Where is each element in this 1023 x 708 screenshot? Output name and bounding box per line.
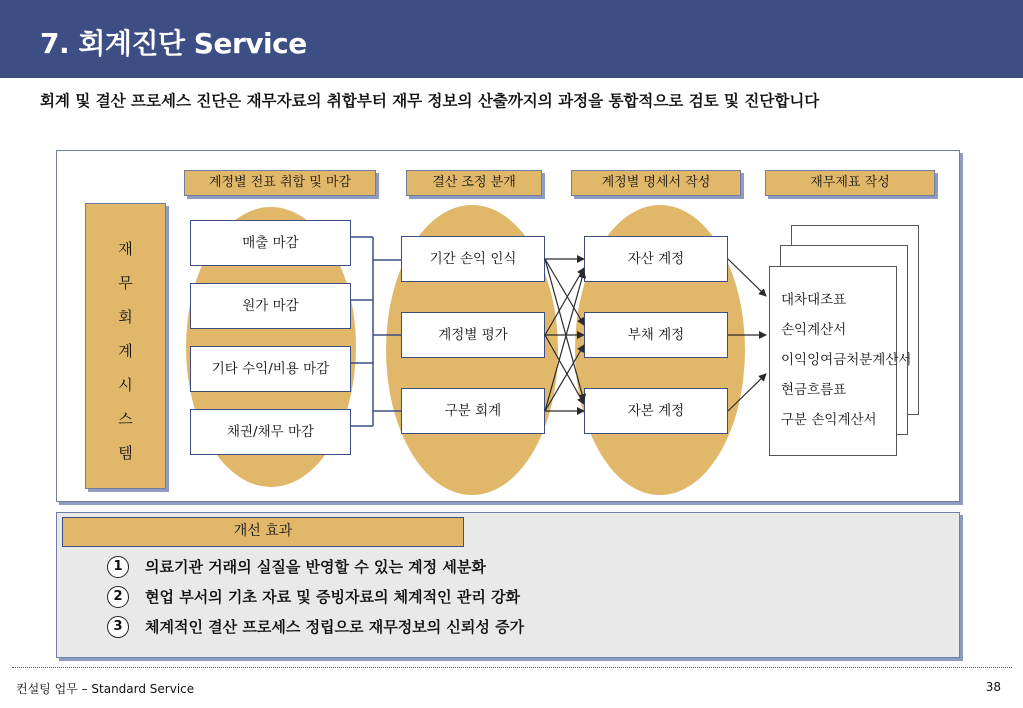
page-number: 38 (985, 680, 1001, 694)
statement-cash-flow: 현금흐름표 (781, 382, 847, 398)
step-segment-accounting: 구분 회계 (401, 388, 545, 434)
stage-header-closing: 계정별 전표 취합 및 마감 (184, 170, 376, 196)
title-bar (0, 0, 1023, 78)
effect-text: 의료기관 거래의 실질을 반영할 수 있는 계정 세분화 (145, 558, 486, 576)
effect-text: 체계적인 결산 프로세스 정립으로 재무정보의 신뢰성 증가 (145, 618, 525, 636)
statement-retained-earnings: 이익잉여금처분계산서 (781, 352, 912, 368)
effects-title: 개선 효과 (62, 517, 464, 547)
effect-text: 현업 부서의 기초 자료 및 증빙자료의 체계적인 관리 강화 (145, 588, 521, 606)
stage-header-statements: 재무제표 작성 (765, 170, 935, 196)
step-equity-account: 자본 계정 (584, 388, 728, 434)
statement-balance-sheet: 대차대조표 (781, 292, 847, 308)
step-asset-account: 자산 계정 (584, 236, 728, 282)
step-sales-closing: 매출 마감 (190, 220, 351, 266)
system-char: 계 (118, 342, 133, 360)
system-char: 템 (118, 444, 133, 462)
footer-divider (12, 667, 1012, 668)
effect-number-badge: 1 (107, 556, 129, 578)
effect-number-badge: 2 (107, 586, 129, 608)
effect-number-badge: 3 (107, 616, 129, 638)
stage-header-accounts: 계정별 명세서 작성 (571, 170, 741, 196)
step-liability-account: 부채 계정 (584, 312, 728, 358)
footer-section-label: 컨설팅 업무 – Standard Service (16, 682, 195, 696)
step-period-income-recognition: 기간 손익 인식 (401, 236, 545, 282)
step-account-valuation: 계정별 평가 (401, 312, 545, 358)
system-char: 시 (118, 376, 133, 394)
system-char: 회 (118, 308, 133, 326)
stage-header-adjustment: 결산 조정 분개 (406, 170, 542, 196)
system-char: 재 (118, 240, 133, 258)
statement-income: 손익계산서 (781, 322, 847, 338)
accounting-system-box (85, 203, 166, 489)
system-char: 스 (118, 410, 133, 428)
system-char: 무 (118, 274, 133, 292)
statement-segment-income: 구분 손익계산서 (781, 412, 877, 428)
page-title: 7. 회계진단 Service (40, 27, 307, 60)
step-receivable-payable-closing: 채권/채무 마감 (190, 409, 351, 455)
step-cost-closing: 원가 마감 (190, 283, 351, 329)
intro-text: 회계 및 결산 프로세스 진단은 재무자료의 취합부터 재무 정보의 산출까지의 과정을 통합적으로 검토 및 진단합니다 (40, 92, 820, 110)
step-other-income-closing: 기타 수익/비용 마감 (190, 346, 351, 392)
